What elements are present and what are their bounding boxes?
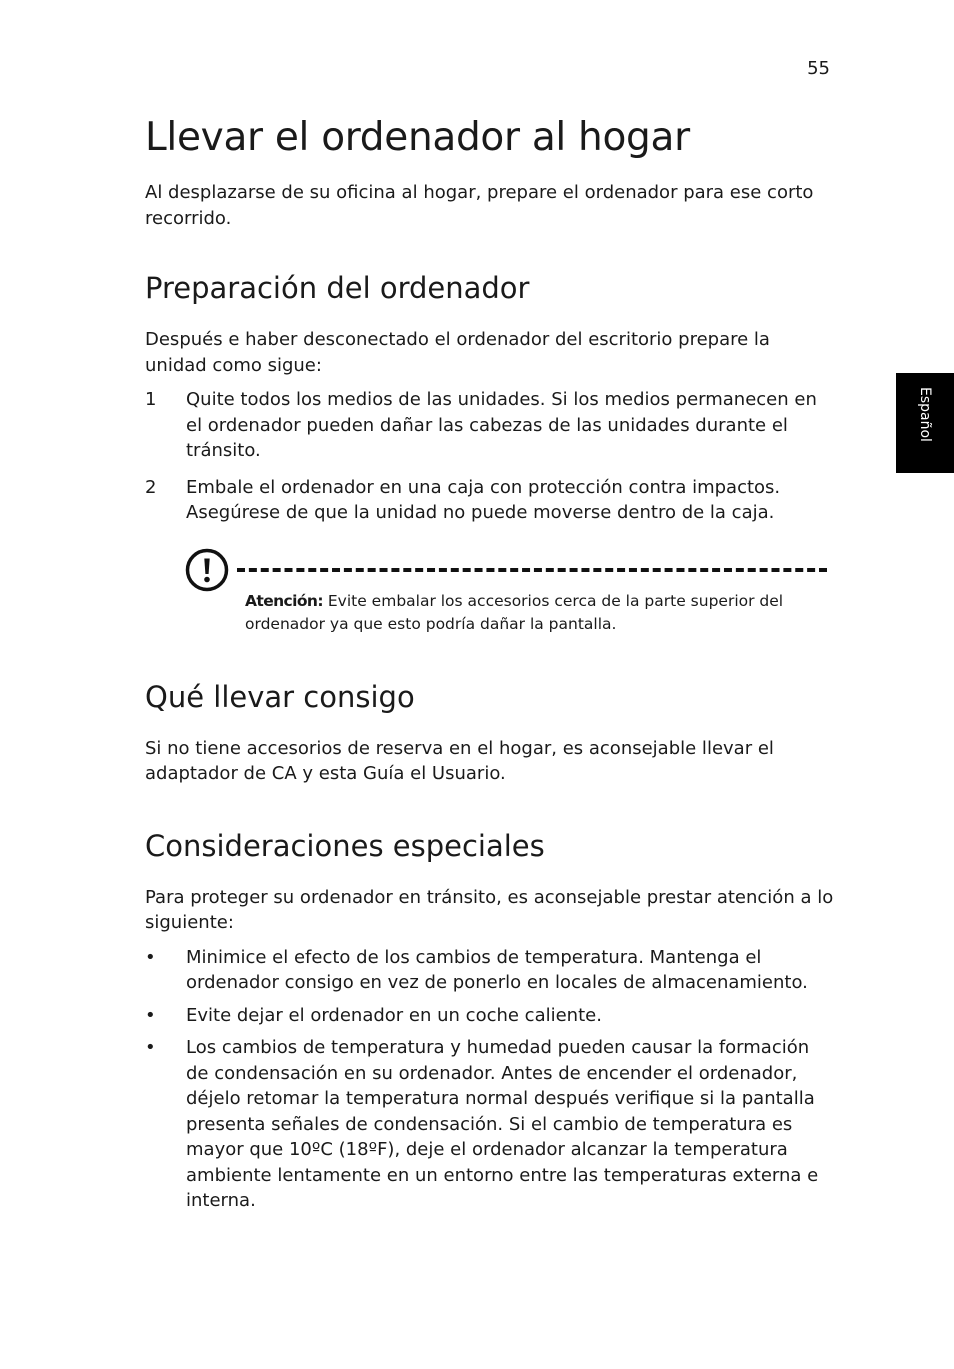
page-content (145, 112, 835, 1214)
note-dashed-rule (237, 568, 827, 572)
preparation-steps (145, 387, 835, 526)
preparation-paragraph: Después e haber desconectado el ordenador del escritorio prepare la unidad como sigue: (145, 329, 770, 376)
note-text (245, 590, 825, 636)
list-item (145, 1035, 835, 1214)
step-text: Embale el ordenador en una caja con protección contra impactos. Asegúrese de que la unidad no puede moverse dentro de la caja. (186, 476, 781, 523)
bullet-marker: • (145, 1004, 156, 1026)
special-considerations-list (145, 945, 835, 1214)
list-item (145, 387, 835, 464)
list-item (145, 1003, 835, 1029)
list-item (145, 475, 835, 526)
note-label: Atención: (245, 591, 323, 610)
side-tab-label: Español (917, 387, 933, 442)
list-item (145, 945, 835, 996)
bullet-marker: • (145, 1037, 156, 1058)
exclamation-circle-icon (185, 548, 229, 592)
what-to-take-paragraph: Si no tiene accesorios de reserva en el hogar, es aconsejable llevar el adaptador de CA y esta Guía el Usuario. (145, 737, 774, 784)
note-body: Evite embalar los accesorios cerca de la parte superior del ordenador ya que esto podría dañar la pantalla. (245, 591, 784, 633)
section-heading-what-to-take: Qué llevar consigo (145, 679, 415, 714)
special-considerations-paragraph: Para proteger su ordenador en tránsito, es aconsejable prestar atención a lo siguiente: (145, 886, 834, 933)
bullet-text: Evite dejar el ordenador en un coche caliente. (186, 1004, 602, 1026)
page-number: 55 (807, 58, 830, 79)
intro-paragraph: Al desplazarse de su oficina al hogar, prepare el ordenador para ese corto recorrido. (145, 182, 814, 229)
bullet-text: Minimice el efecto de los cambios de temperatura. Mantenga el ordenador consigo en vez de ponerlo en locales de almacenamiento. (186, 946, 808, 993)
language-side-tab (896, 373, 954, 473)
section-heading-special-considerations: Consideraciones especiales (145, 828, 545, 863)
step-number: 1 (145, 389, 157, 410)
warning-note (185, 548, 835, 640)
bullet-marker: • (145, 946, 156, 968)
step-number: 2 (145, 476, 157, 498)
page-title: Llevar el ordenador al hogar (145, 115, 690, 160)
section-heading-preparation: Preparación del ordenador (145, 271, 530, 305)
step-text: Quite todos los medios de las unidades. Si los medios permanecen en el ordenador pueden dañar las cabezas de las unidades durante el tránsito. (186, 389, 817, 461)
bullet-text: Los cambios de temperatura y humedad pueden causar la formación de condensación en su ordenador. Antes de encender el ordenador, déjelo retomar la temperatura normal después verifique si la pantalla presenta señales de condensación. Si el cambio de temperatura es mayor que 10ºC (18ºF), deje el ordenador alcanzar la temperatura ambiente lentamente en un entorno entre las temperaturas externa e interna. (186, 1037, 819, 1211)
